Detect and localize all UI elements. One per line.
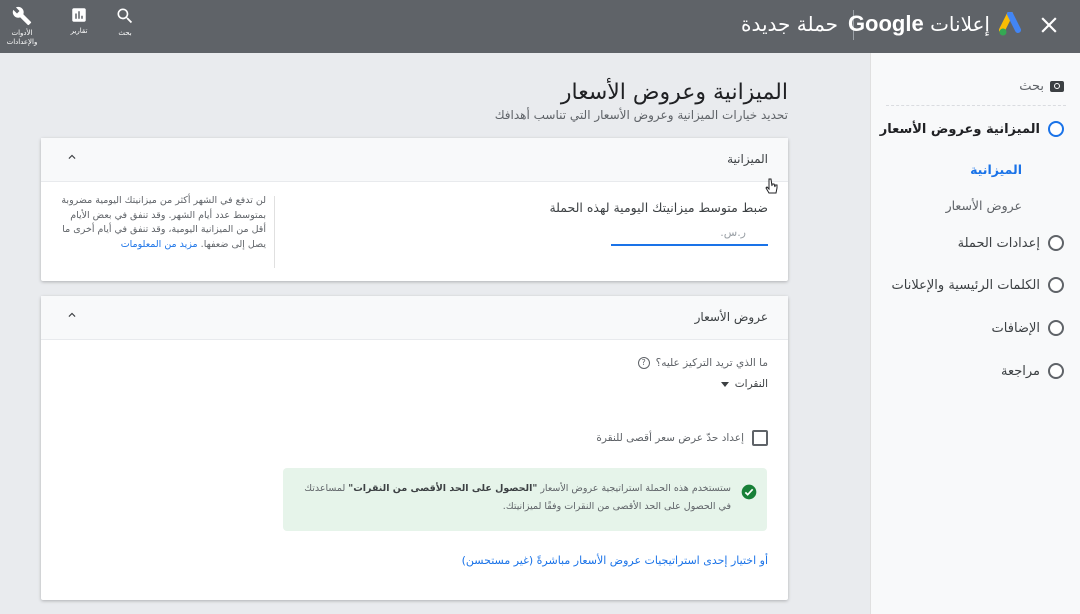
mouse-cursor-icon (765, 178, 779, 196)
step-circle-icon (1048, 320, 1064, 336)
focus-question-label: ما الذي تريد التركيز عليه؟ (655, 357, 768, 369)
chevron-up-icon[interactable] (65, 308, 79, 322)
max-cpc-checkbox[interactable] (752, 430, 768, 446)
bidding-card-header[interactable] (41, 296, 788, 340)
budget-card-title: الميزانية (727, 152, 768, 166)
sidebar-search-label: بحث (1019, 79, 1044, 94)
sidebar-step-review[interactable] (1001, 363, 1064, 379)
search-label: بحث (118, 29, 132, 37)
info-divider (274, 196, 275, 268)
budget-info-text (61, 194, 266, 252)
notice-text (291, 480, 731, 516)
select-strategy-directly-link[interactable]: أو اختيار إحدى استراتيجيات عروض الأسعار مباشرةً (غير مستحسن) (461, 554, 768, 567)
chevron-up-icon[interactable] (65, 150, 79, 164)
close-icon[interactable] (1036, 12, 1062, 38)
sidebar-substep-bidding[interactable]: عروض الأسعار (945, 198, 1022, 213)
step-label: الإضافات (991, 320, 1040, 336)
step-label: الكلمات الرئيسية والإعلانات (891, 277, 1040, 293)
search-button[interactable] (103, 6, 147, 38)
step-label: إعدادات الحملة (957, 235, 1040, 251)
brand-name (848, 11, 990, 37)
help-icon[interactable]: ? (638, 357, 650, 369)
google-ads-logo-icon (998, 12, 1028, 38)
step-label: الميزانية وعروض الأسعار (879, 121, 1040, 137)
check-circle-icon (741, 484, 757, 500)
step-circle-icon (1048, 121, 1064, 137)
budget-info-body: لن تدفع في الشهر أكثر من ميزانيتك اليومية مضروبة بمتوسط عدد أيام الشهر. وقد تنفق في بعض الأيام أقل من الميزانية اليومية، وقد تنفق في أيام أخرى ما يصل إلى ضعفها. (61, 195, 266, 250)
steps-sidebar (870, 53, 1080, 614)
brand-ads: إعلانات (930, 12, 990, 36)
sidebar-substep-budget[interactable]: الميزانية (970, 162, 1022, 177)
bidding-card-title: عروض الأسعار (694, 310, 768, 324)
daily-budget-input[interactable] (611, 220, 768, 246)
max-cpc-checkbox-row[interactable] (596, 430, 768, 446)
sidebar-step-budget-bidding[interactable] (880, 121, 1064, 137)
search-box-icon (1050, 81, 1064, 92)
page-subtitle: تحديد خيارات الميزانية وعروض الأسعار التي تناسب أهدافك (494, 108, 788, 122)
notice-text-post: لمساعدتك في الحصول على الحد الأقصى من النقرات وفقًا لميزانيتك. (304, 483, 731, 512)
sidebar-step-keywords-ads[interactable] (892, 277, 1064, 293)
top-bar (0, 0, 1080, 53)
reports-icon (70, 6, 88, 24)
wrench-icon (12, 6, 32, 26)
bidding-card (41, 296, 788, 600)
brand-google: Google (847, 11, 924, 36)
focus-select-value: النقرات (734, 378, 768, 390)
focus-select[interactable] (721, 378, 768, 390)
step-label: مراجعة (1000, 363, 1040, 379)
dropdown-caret-icon (721, 382, 729, 387)
sidebar-search[interactable] (1019, 79, 1064, 94)
tools-settings-label: الأدوات والإعدادات (6, 29, 38, 46)
focus-question (638, 357, 768, 369)
step-circle-icon (1048, 277, 1064, 293)
reports-button[interactable] (57, 6, 101, 36)
notice-strategy-name: "الحصول على الحد الأقصى من النقرات" (348, 483, 538, 494)
sidebar-step-campaign-settings[interactable] (958, 235, 1064, 251)
notice-text-pre: ستستخدم هذه الحملة استراتيجية عروض الأسعار (537, 483, 731, 494)
reports-label: تقارير (70, 27, 88, 35)
bidding-strategy-notice (283, 468, 767, 531)
campaign-title: حملة جديدة (740, 12, 838, 36)
search-icon (115, 6, 135, 26)
sidebar-step-extensions[interactable] (992, 320, 1064, 336)
step-circle-icon (1048, 235, 1064, 251)
daily-budget-label: ضبط متوسط ميزانيتك اليومية لهذه الحملة (549, 200, 768, 215)
learn-more-link[interactable]: مزيد من المعلومات (120, 238, 198, 250)
tools-settings-button[interactable] (0, 6, 44, 47)
page-title: الميزانية وعروض الأسعار (560, 80, 788, 105)
step-circle-icon (1048, 363, 1064, 379)
max-cpc-checkbox-label: إعداد حدّ عرض سعر أقصى للنقرة (596, 432, 744, 444)
budget-card-header[interactable] (41, 138, 788, 182)
budget-card (41, 138, 788, 281)
sidebar-divider (886, 105, 1066, 106)
